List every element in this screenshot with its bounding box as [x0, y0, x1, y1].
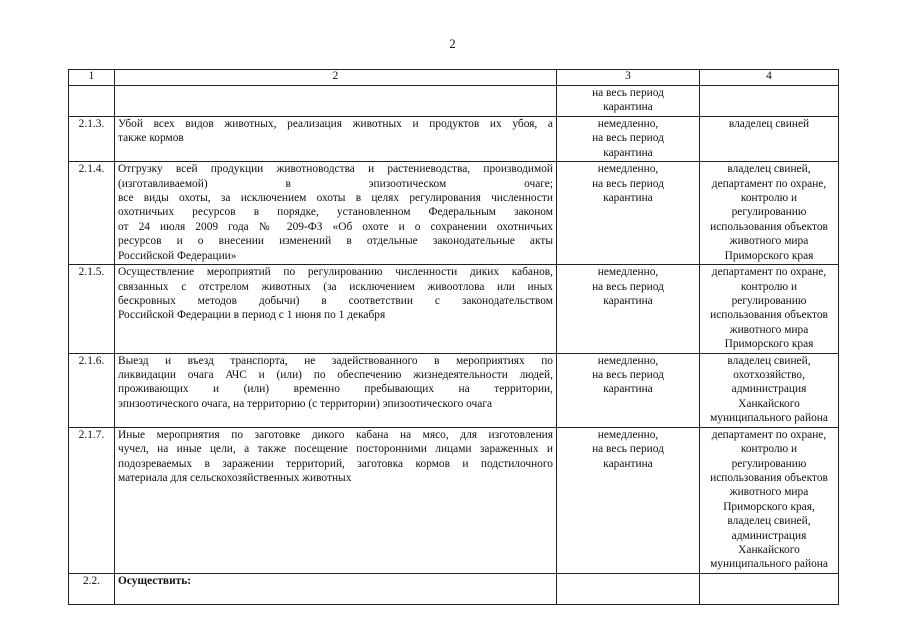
page-number: 2 [449, 36, 456, 51]
responsible-party-line: администрация [731, 529, 807, 542]
table-row [69, 265, 839, 353]
deadline-line: карантина [603, 101, 653, 114]
row-number-cell: 2.1.4. [69, 162, 115, 265]
measure-description-line: Выезд и въезд транспорта, не задействованного в мероприятиях по [118, 354, 553, 367]
responsible-party-line: животного мира [729, 323, 809, 336]
measure-description-cell [115, 86, 557, 117]
responsible-party-line: департамент по охране, [711, 428, 827, 441]
responsible-party-line: администрация [731, 383, 807, 396]
deadline-line: карантина [603, 146, 653, 159]
measure-description-line: материала для сельскохозяйственных животных [118, 471, 352, 484]
measure-description-line: связанных с отстрелом животных (за исключением живоотлова или иных [118, 280, 553, 293]
header-cell-col-4: 4 [700, 70, 839, 86]
responsible-party-line: контролю и регулированию [731, 443, 807, 470]
responsible-party-line: животного мира [729, 486, 809, 499]
responsible-party-cell [700, 427, 839, 573]
measure-description-line: Отгрузку всей продукции животноводства и растениеводства, производимой [118, 163, 553, 176]
responsible-party-line: использования объектов [710, 220, 828, 233]
responsible-party-line: Приморского края [724, 249, 814, 262]
table-row [69, 86, 839, 117]
deadline-cell [557, 427, 700, 573]
deadline-cell [557, 353, 700, 427]
deadline-line: на весь период [592, 369, 664, 382]
measure-description-cell [115, 573, 557, 604]
measure-description-cell [115, 427, 557, 573]
deadline-line: немедленно, [597, 428, 659, 441]
table-row [69, 117, 839, 162]
deadline-line: немедленно, [597, 354, 659, 367]
deadline-line: карантина [603, 295, 653, 308]
responsible-party-line: владелец свиней [728, 118, 810, 130]
measure-description-line: Российской Федерации» [118, 249, 237, 262]
deadline-line: на весь период [592, 132, 664, 145]
header-cell-col-3: 3 [557, 70, 700, 86]
deadline-line: карантина [603, 383, 653, 396]
row-number-cell: 2.1.3. [69, 117, 115, 162]
deadline-line: на весь период [592, 280, 664, 293]
measure-description-line: проживающих и (или) временно пребывающих на территории, [118, 383, 553, 396]
deadline-line: на весь период [592, 87, 664, 99]
measure-description-line: эпизоотического очага, на территорию (с территории) эпизоотического очага [118, 397, 493, 410]
measure-description-line: Российской Федерации в период с 1 июня по 1 декабря [118, 309, 386, 322]
responsible-party-line: муниципального района [710, 412, 828, 425]
responsible-party-line: владелец свиней, [727, 354, 811, 367]
row-number-cell: 2.1.7. [69, 427, 115, 573]
responsible-party-cell [700, 573, 839, 604]
deadline-line: карантина [603, 457, 653, 470]
deadline-cell [557, 117, 700, 162]
measure-description-line: также кормов [118, 132, 184, 145]
measure-description-line: Осуществить: [118, 574, 192, 587]
measure-description-line: Убой всех видов животных, реализация животных и продуктов их убоя, а [118, 118, 553, 130]
measure-description-line: (изготавливаемой) в эпизоотическом очаге; [118, 177, 553, 190]
responsible-party-line: использования объектов [710, 309, 828, 322]
responsible-party-cell [700, 162, 839, 265]
header-cell-col-2: 2 [115, 70, 557, 86]
responsible-party-cell [700, 265, 839, 353]
deadline-cell [557, 162, 700, 265]
responsible-party-line: владелец свиней, [727, 163, 811, 176]
measure-description-line: Иные мероприятия по заготовке дикого кабана на мясо, для изготовления [118, 428, 553, 441]
responsible-party-line: Ханкайского [738, 543, 800, 556]
responsible-party-line: владелец свиней, [727, 515, 811, 528]
measure-description-line: бескровных методов добычи) в соответствии с законодательством [118, 295, 553, 308]
deadline-line: карантина [603, 192, 653, 205]
responsible-party-line: животного мира [729, 235, 809, 248]
deadline-cell [557, 573, 700, 604]
row-number-cell: 2.1.5. [69, 265, 115, 353]
measure-description-cell [115, 265, 557, 353]
deadline-line: немедленно, [597, 163, 659, 176]
deadline-line: на весь период [592, 443, 664, 456]
table-row [69, 427, 839, 573]
quarantine-measures-table [68, 69, 839, 605]
deadline-line: немедленно, [597, 266, 659, 279]
responsible-party-line: контролю и регулированию [731, 192, 807, 219]
table-row [69, 353, 839, 427]
responsible-party-cell [700, 117, 839, 162]
measure-description-cell [115, 162, 557, 265]
measure-description-line: ликвидации очага АЧС и (или) по обеспечению жизнедеятельности людей, [118, 369, 553, 382]
row-number-cell [69, 86, 115, 117]
responsible-party-line: муниципального района [710, 558, 828, 571]
measure-description-line: от 24 июля 2009 года № 209-ФЗ «Об охоте и о сохранении охотничьих [118, 220, 553, 233]
row-number-cell: 2.2. [69, 573, 115, 604]
responsible-party-line: департамент по охране, [711, 177, 827, 190]
table-row [69, 162, 839, 265]
measure-description-line: охотничьих ресурсов в порядке, установленном Федеральным законом [118, 206, 553, 219]
responsible-party-line: использования объектов [710, 471, 828, 484]
responsible-party-line: Приморского края [724, 338, 814, 351]
deadline-line: на весь период [592, 177, 664, 190]
responsible-party-line: Приморского края, [723, 500, 815, 513]
deadline-cell [557, 265, 700, 353]
table-row [69, 573, 839, 604]
measure-description-line: подозреваемых в заражении территорий, заготовка кормов и подстилочного [118, 457, 553, 470]
measure-description-line: чучел, на иные цели, а также посещение посторонними лицами зараженных и [118, 443, 553, 456]
measure-description-line: ресурсов и о внесении изменений в отдельные законодательные акты [118, 235, 553, 248]
responsible-party-line: контролю и регулированию [731, 280, 807, 308]
measure-description-line: Осуществление мероприятий по регулированию численности диких кабанов, [118, 266, 553, 279]
responsible-party-line: Ханкайского [738, 397, 800, 410]
responsible-party-cell [700, 353, 839, 427]
row-number-cell: 2.1.6. [69, 353, 115, 427]
responsible-party-cell [700, 86, 839, 117]
deadline-line: немедленно, [597, 118, 659, 130]
measure-description-cell [115, 117, 557, 162]
measure-description-line: все виды охоты, за исключением охоты в целях регулирования численности [118, 192, 553, 205]
responsible-party-line: департамент по охране, [711, 266, 827, 279]
measure-description-cell [115, 353, 557, 427]
table-header-row [69, 70, 839, 86]
responsible-party-line: охотхозяйство, [733, 369, 805, 382]
deadline-cell [557, 86, 700, 117]
header-cell-col-1: 1 [69, 70, 115, 86]
